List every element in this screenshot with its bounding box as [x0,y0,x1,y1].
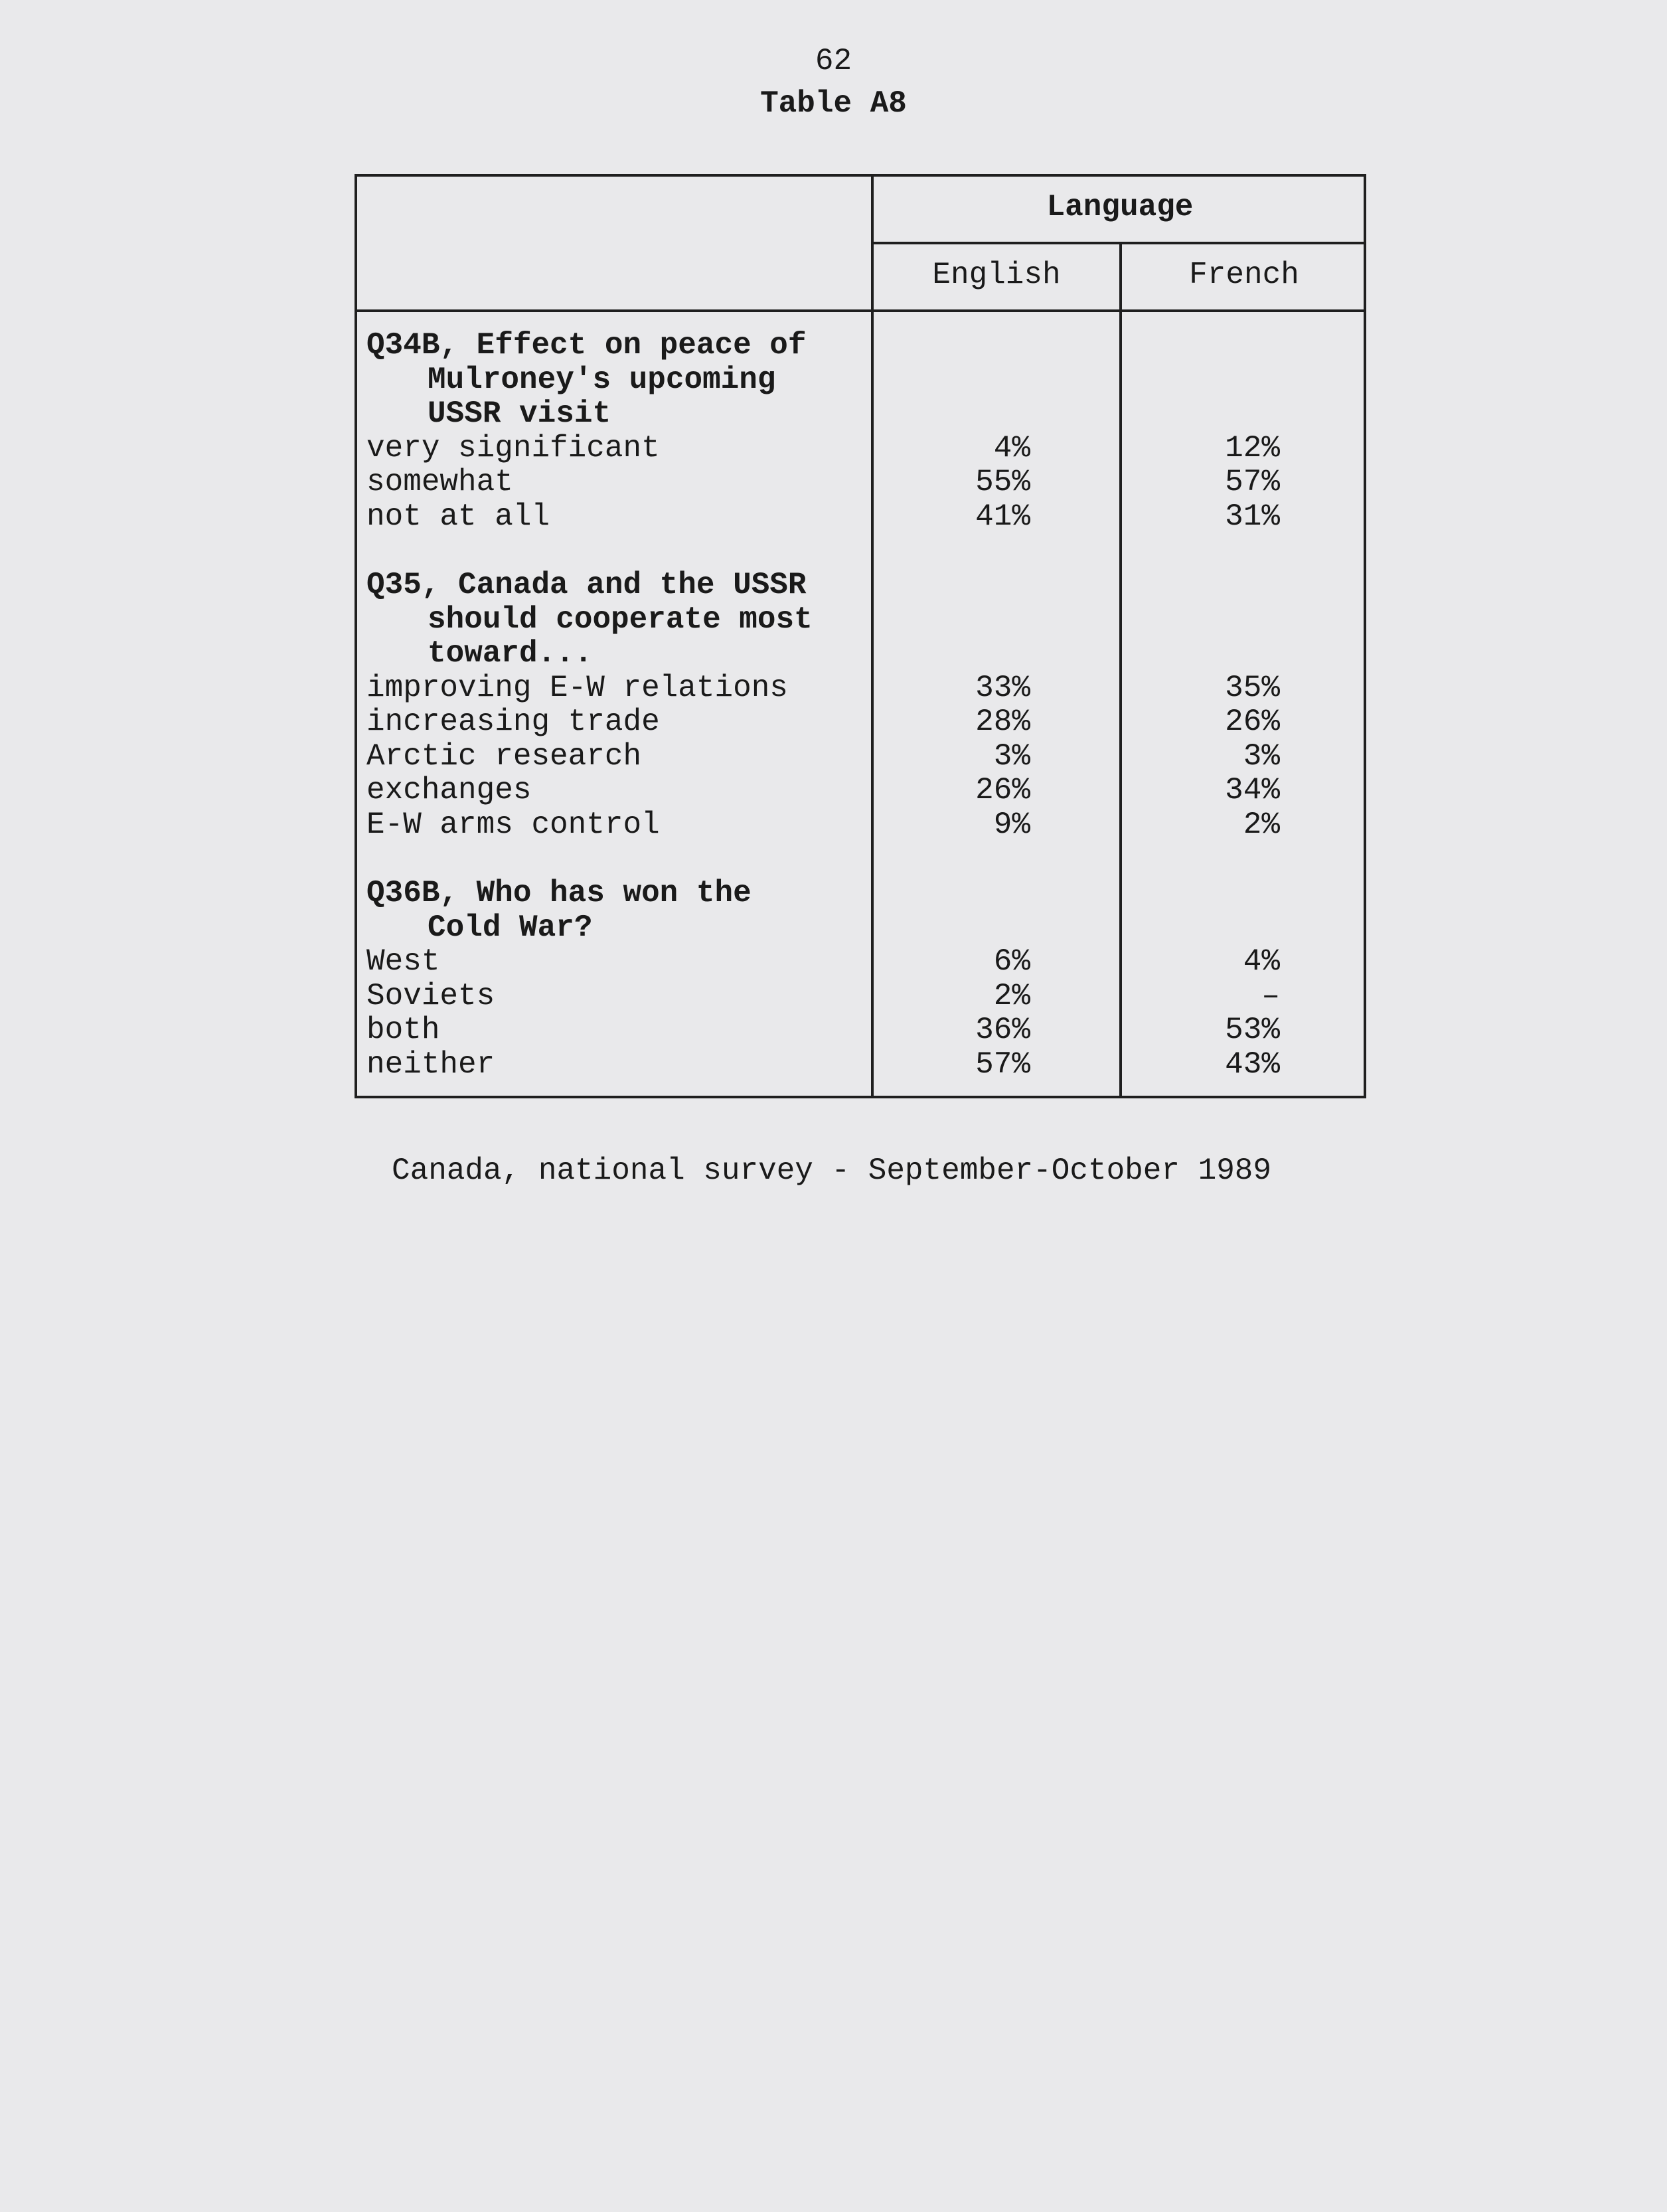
english-value: 55% [975,465,1030,499]
row-label: improving E-W relations [366,670,788,705]
header-language: Language [1046,190,1194,224]
row-label: very significant [366,430,660,466]
french-value: 31% [1225,499,1280,534]
english-value: 36% [975,1013,1030,1047]
french-value: 3% [1243,738,1280,774]
divider-label-english [871,174,874,1098]
row-label: somewhat [366,465,513,499]
question-heading-line: toward... [428,636,593,671]
question-heading-line: Mulroney's upcoming [428,362,776,397]
english-value: 4% [993,430,1030,466]
question-heading-line: should cooperate most [428,602,813,637]
french-value: 12% [1225,430,1280,466]
table-source-note: Canada, national survey - September-October 1989 [392,1153,1272,1188]
french-value: 57% [1225,465,1280,499]
question-heading-line: USSR visit [428,396,611,431]
english-value: 57% [975,1047,1030,1082]
row-label: West [366,944,440,979]
french-value: 26% [1225,705,1280,739]
page-number: 62 [815,44,852,78]
header-french: French [1189,258,1299,292]
question-heading-line: Q35, Canada and the USSR [366,568,807,602]
row-label: neither [366,1047,495,1082]
english-value: 41% [975,499,1030,534]
question-heading-line: Q36B, Who has won the [366,876,752,910]
english-value: 6% [993,944,1030,979]
french-value: 34% [1225,773,1280,808]
french-value: 4% [1243,944,1280,979]
divider-under-headers [355,309,1366,312]
french-value: 2% [1243,807,1280,842]
french-value: 43% [1225,1047,1280,1082]
english-value: 9% [993,807,1030,842]
english-value: 33% [975,670,1030,705]
english-value: 2% [993,978,1030,1013]
english-value: 26% [975,773,1030,808]
question-heading-line: Q34B, Effect on peace of [366,328,807,363]
english-value: 28% [975,705,1030,739]
divider-under-language [871,242,1366,244]
row-label: increasing trade [366,705,660,739]
french-value: 53% [1225,1013,1280,1047]
header-english: English [932,258,1061,292]
row-label: not at all [366,499,550,534]
french-value: 35% [1225,670,1280,705]
row-label: Arctic research [366,738,642,774]
divider-english-french [1119,242,1122,1098]
row-label: E-W arms control [366,807,660,842]
question-heading-line: Cold War? [428,910,593,945]
row-label: both [366,1013,440,1047]
table-title: Table A8 [760,86,907,121]
english-value: 3% [993,738,1030,774]
row-label: exchanges [366,773,532,808]
french-value: – [1261,978,1280,1013]
row-label: Soviets [366,978,495,1013]
